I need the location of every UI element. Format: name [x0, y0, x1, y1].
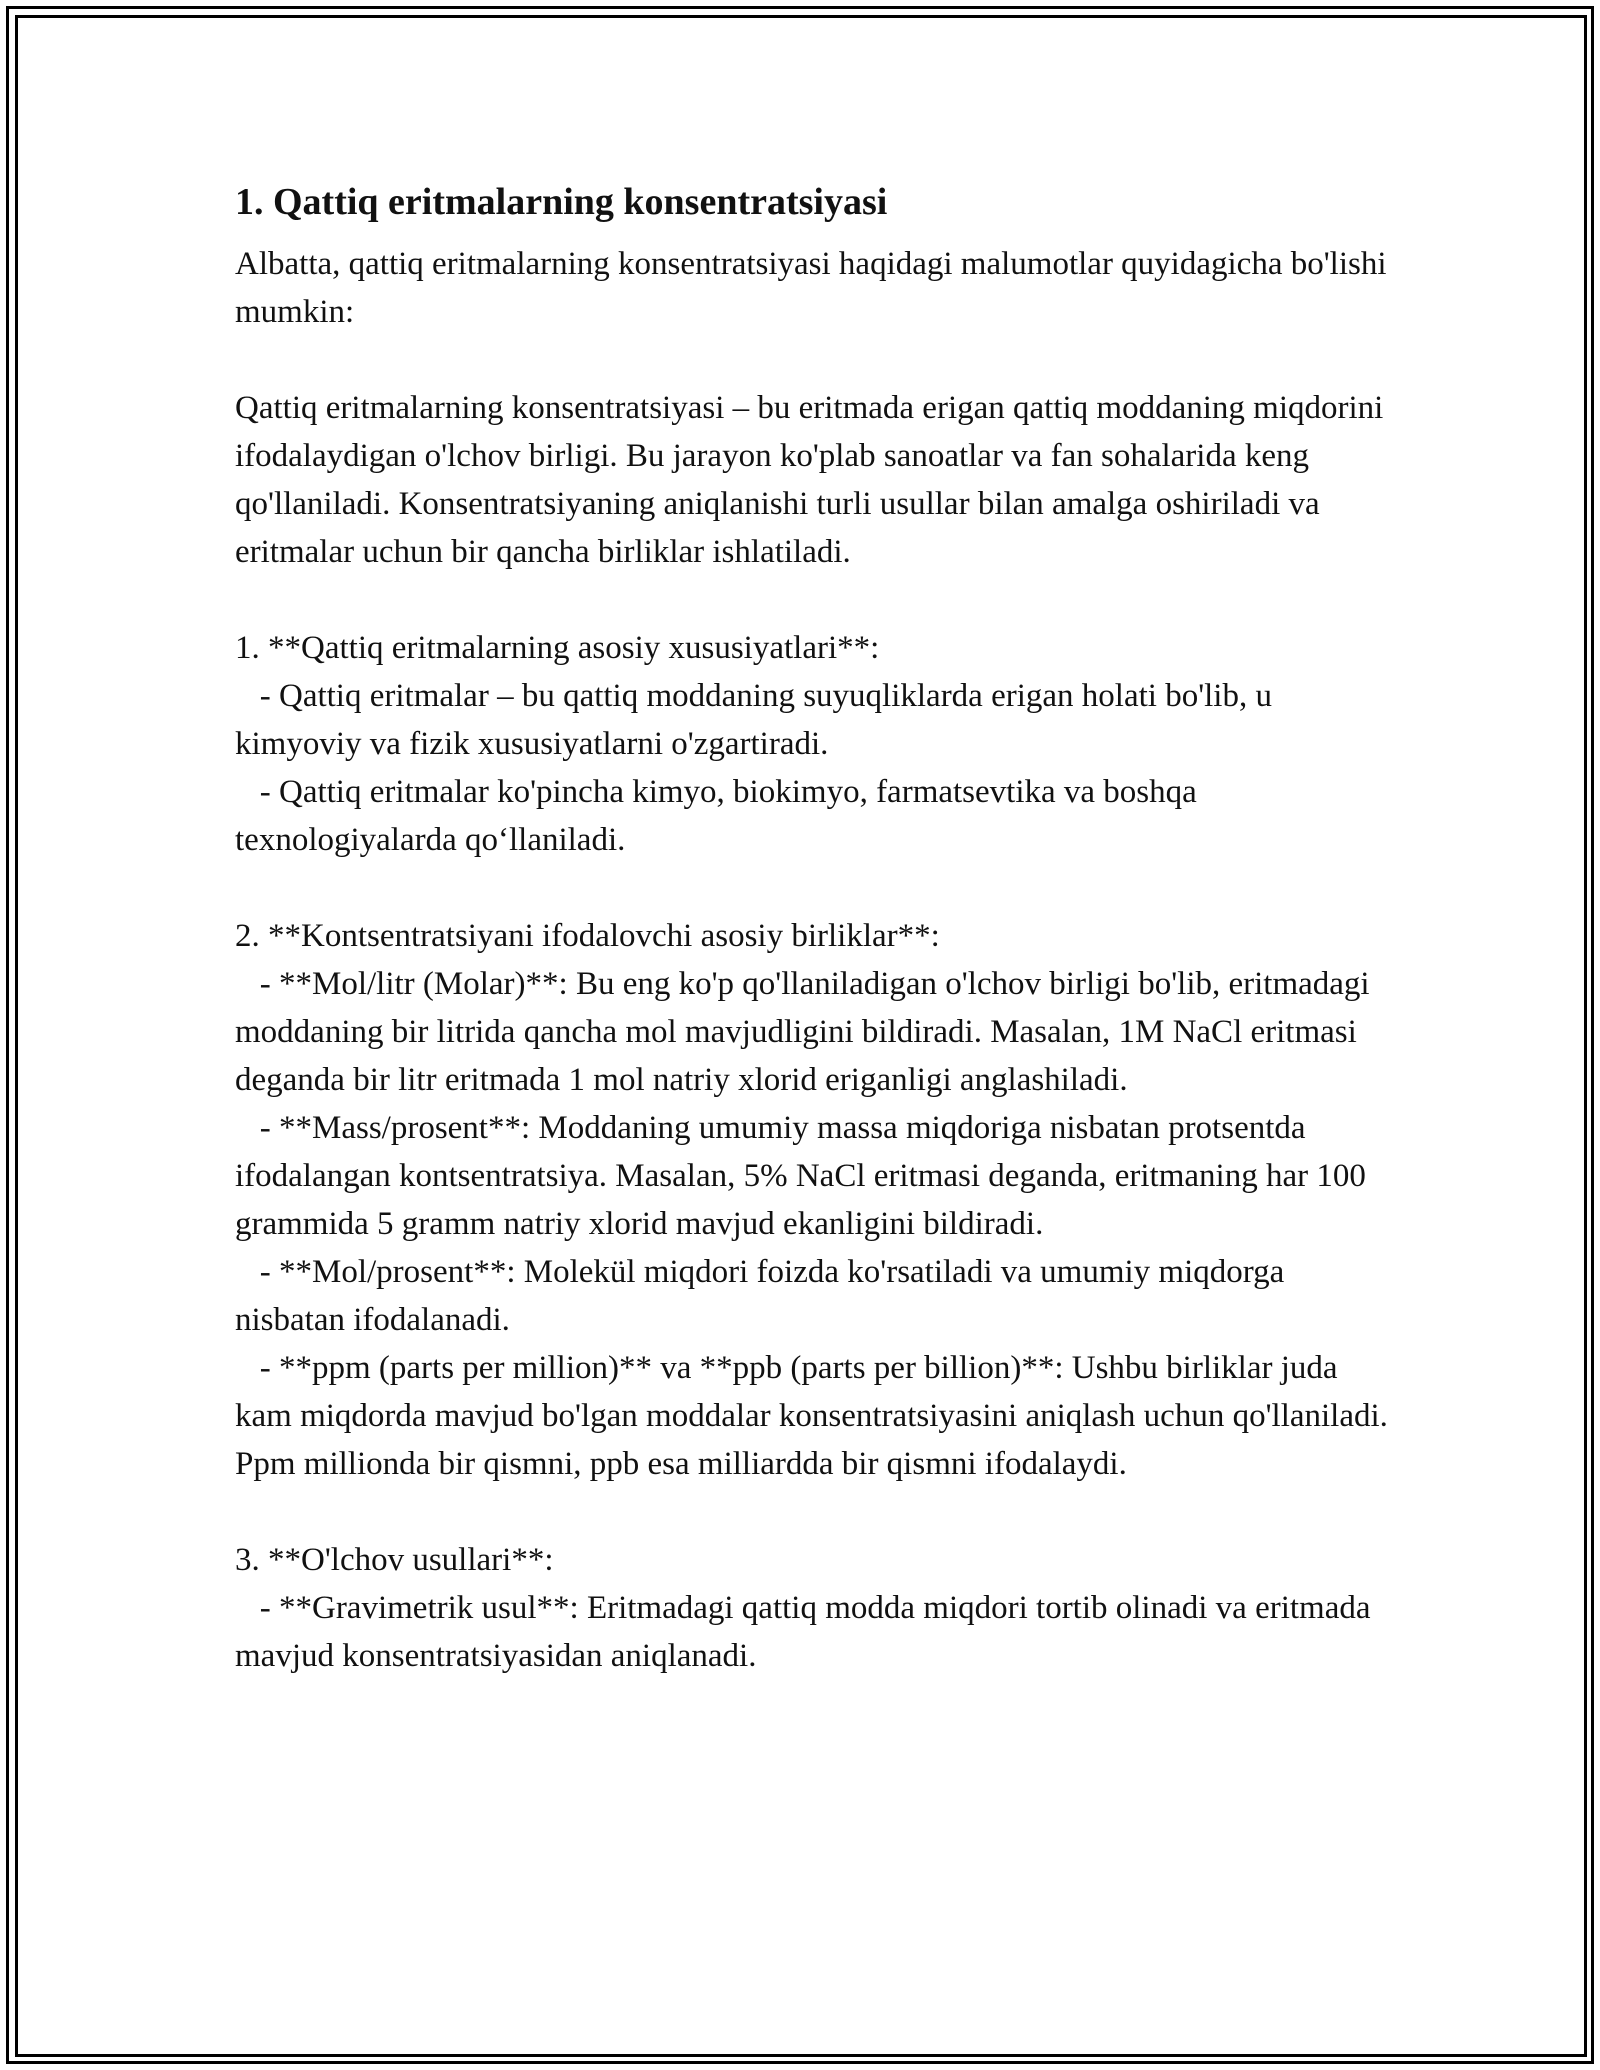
- definition-paragraph: Qattiq eritmalarning konsentratsiyasi – bu eritmada erigan qattiq moddaning miqdorini ifodalaydigan o'lchov birligi. Bu jarayon ko'plab sanoatlar va fan sohalarida keng qo'llaniladi. Konsentratsiyaning aniqlanishi turli usullar bilan amalga oshiriladi va eritmalar uchun bir qancha birliklar ishlatiladi.: [235, 390, 1392, 570]
- document-title: 1. Qattiq eritmalarning konsentratsiyasi: [235, 181, 888, 223]
- list-item: - Qattiq eritmalar ko'pincha kimyo, biokimyo, farmatsevtika va boshqa texnologiyalarda qo‘llaniladi.: [235, 774, 1206, 858]
- section-units: [235, 912, 1395, 1488]
- section-heading: 2. **Kontsentratsiyani ifodalovchi asosiy birliklar**:: [235, 918, 940, 954]
- intro-paragraph: Albatta, qattiq eritmalarning konsentratsiyasi haqidagi malumotlar quyidagicha bo'lishi mumkin:: [235, 246, 1395, 330]
- list-item: - Qattiq eritmalar – bu qattiq moddaning suyuqliklarda erigan holati bo'lib, u kimyoviy va fizik xususiyatlarni o'zgartiradi.: [235, 678, 1281, 762]
- section-heading: 1. **Qattiq eritmalarning asosiy xususiyatlari**:: [235, 630, 880, 666]
- document-body: [235, 176, 1395, 1680]
- list-item: - **Gravimetrik usul**: Eritmadagi qattiq modda miqdori tortib olinadi va eritmada mavjud konsentratsiyasidan aniqlanadi.: [235, 1590, 1379, 1674]
- paragraph-spacer: [235, 576, 1395, 624]
- section-properties: [235, 624, 1395, 864]
- list-item: - **Mol/litr (Molar)**: Bu eng ko'p qo'llaniladigan o'lchov birligi bo'lib, eritmadagi moddaning bir litrida qancha mol mavjudligini bildiradi. Masalan, 1M NaCl eritmasi deganda bir litr eritmada 1 mol natriy xlorid eriganligi anglashiladi.: [235, 966, 1378, 1098]
- list-item: - **Mass/prosent**: Moddaning umumiy massa miqdoriga nisbatan protsentda ifodalangan kontsentratsiya. Masalan, 5% NaCl eritmasi deganda, eritmaning har 100 grammida 5 gramm natriy xlorid mavjud ekanligini bildiradi.: [235, 1110, 1375, 1242]
- paragraph-spacer: [235, 1488, 1395, 1536]
- paragraph-spacer: [235, 336, 1395, 384]
- section-methods: [235, 1536, 1395, 1680]
- paragraph-spacer: [235, 864, 1395, 912]
- list-item: - **ppm (parts per million)** va **ppb (parts per billion)**: Ushbu birliklar juda kam miqdorda mavjud bo'lgan moddalar konsentratsiyasini aniqlash uchun qo'llaniladi. Ppm millionda bir qismni, ppb esa milliardda bir qismni ifodalaydi.: [235, 1350, 1397, 1482]
- section-heading: 3. **O'lchov usullari**:: [235, 1542, 554, 1578]
- list-item: - **Mol/prosent**: Molekül miqdori foizda ko'rsatiladi va umumiy miqdorga nisbatan ifodalanadi.: [235, 1254, 1293, 1338]
